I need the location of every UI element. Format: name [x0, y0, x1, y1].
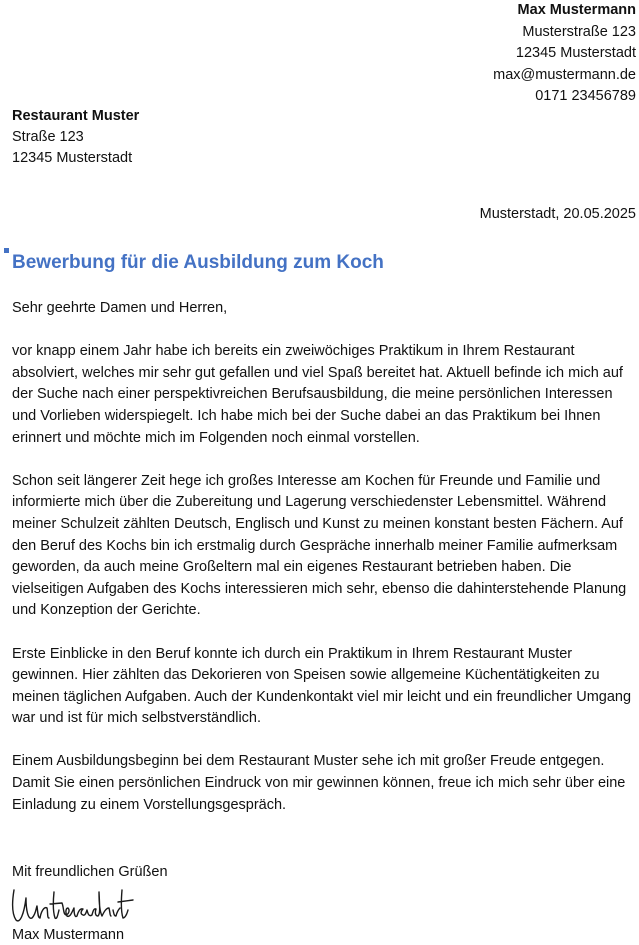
recipient-street: Straße 123	[12, 129, 84, 145]
recipient-city: 12345 Musterstadt	[12, 150, 133, 166]
sender-city: 12345 Musterstadt	[515, 45, 636, 61]
letter-body	[12, 298, 639, 838]
paragraph: vor knapp einem Jahr habe ich bereits ein zweiwöchiges Praktikum in Ihrem Restaurant absolviert, welches mir sehr gut gefallen und viel Spaß bereitet hat. Aktuell befinde ich mich auf der Suche nach einer perspektivreichen Berufsausbildung, die meine persönlichen Interessen und Vorlieben widerspiegelt. Ich habe mich bei der Suche dabei an das Praktikum bei Ihnen erinnert und möchte mich im Folgenden noch einmal vorstellen.	[12, 343, 623, 446]
paragraph: Schon seit längerer Zeit hege ich großes Interesse am Kochen für Freunde und Familie und informierte mich über die Zubereitung und Lagerung verschiedenster Lebensmittel. Während meiner Schulzeit zählten Deutsch, Englisch und Kunst zu meinen konstant besten Fächern. Auf den Beruf des Kochs bin ich erstmalig durch Gespräche innerhalb meiner Familie aufmerksam geworden, da auch meine Großeltern mal ein eigenes Restaurant betrieben haben. Die vielseitigen Aufgaben des Kochs interessieren mich sehr, ebenso die dahinterstehende Planung und Konzeption der Gerichte.	[12, 472, 627, 619]
subject-line: Bewerbung für die Ausbildung zum Koch	[12, 252, 384, 273]
recipient-name: Restaurant Muster	[12, 108, 140, 124]
subject-marker	[4, 248, 9, 253]
sender-phone: 0171 23456789	[535, 88, 636, 104]
sender-name: Max Mustermann	[517, 2, 636, 18]
paragraph: Einem Ausbildungsbeginn bei dem Restaurant Muster sehe ich mit großer Freude entgegen. Damit Sie einen persönlichen Eindruck von mir gewinnen können, freue ich mich sehr über eine Einladung zu einem Vorstellungsgespräch.	[12, 753, 626, 813]
signature-image	[10, 884, 135, 926]
recipient-block	[12, 106, 139, 169]
letter-date: Musterstadt, 20.05.2025	[479, 206, 636, 222]
salutation: Sehr geehrte Damen und Herren,	[12, 300, 228, 316]
paragraph: Erste Einblicke in den Beruf konnte ich durch ein Praktikum in Ihrem Restaurant Muster gewinnen. Hier zählten das Dekorieren von Speisen sowie allgemeine Küchentätigkeiten zu meinen täglichen Aufgaben. Auch der Kundenkontakt viel mir leicht und ein freundlicher Umgang war und ist für mich selbstverständlich.	[12, 645, 632, 727]
signer-name: Max Mustermann	[12, 927, 125, 943]
sender-email: max@mustermann.de	[493, 66, 636, 83]
sender-street: Musterstraße 123	[522, 23, 636, 40]
sender-block	[493, 0, 636, 108]
closing: Mit freundlichen Grüßen	[12, 864, 168, 880]
